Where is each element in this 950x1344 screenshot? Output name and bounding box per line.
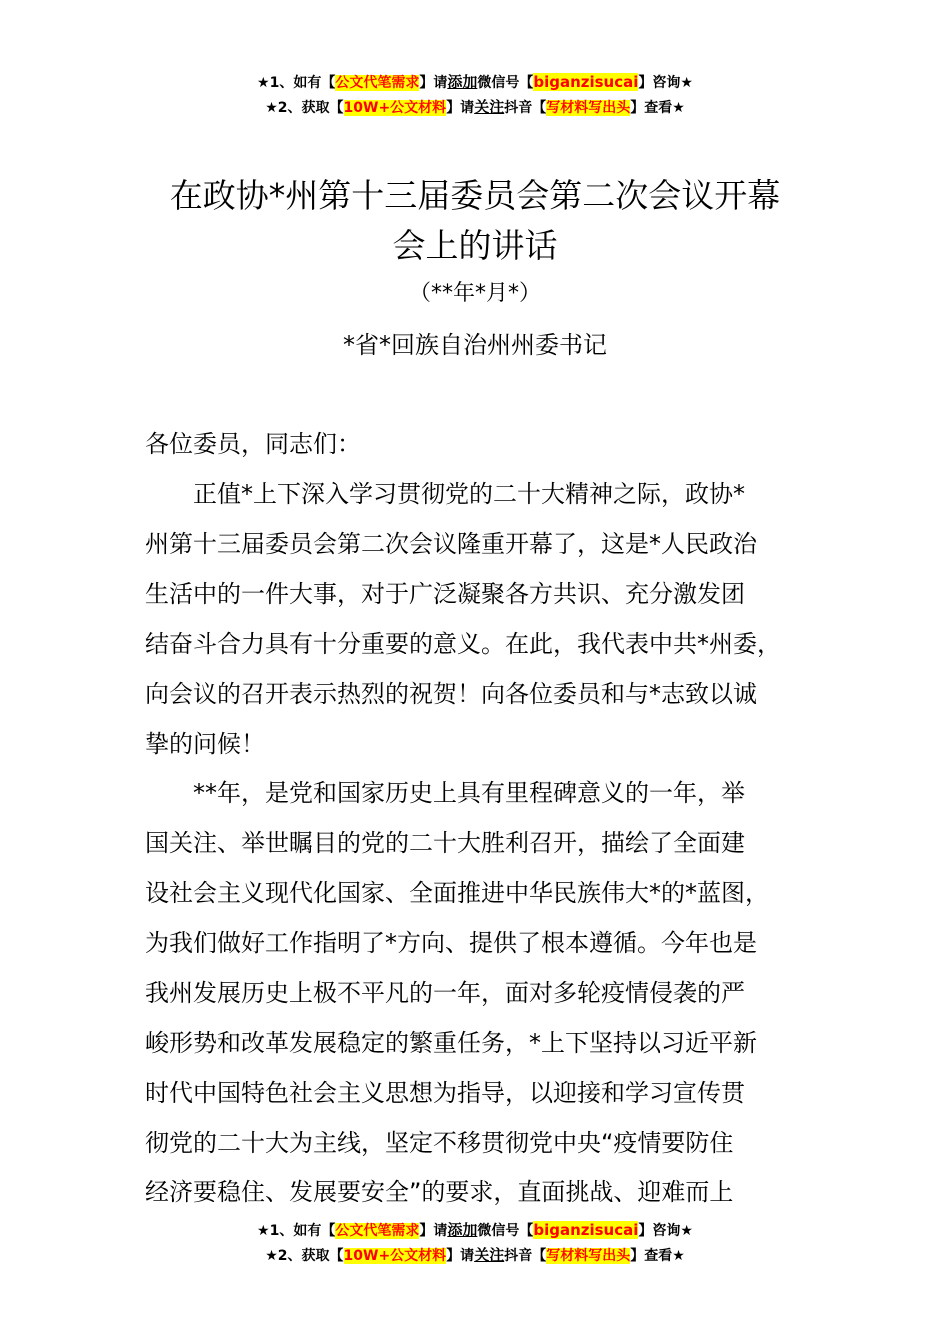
banner-text: ★1、如有【 bbox=[257, 1223, 336, 1239]
body-line: 国关注、举世瞩目的党的二十大胜利召开，描绘了全面建 bbox=[145, 829, 745, 857]
banner-emphasis: 关注 bbox=[474, 1246, 505, 1264]
banner-text: 】咨询★ bbox=[638, 75, 693, 91]
banner-line-2 bbox=[0, 1243, 950, 1268]
footer-banner bbox=[0, 1218, 950, 1268]
salutation: 各位委员，同志们： bbox=[145, 430, 361, 458]
body-line: 向会议的召开表示热烈的祝贺！向各位委员和与*志致以诚 bbox=[145, 680, 757, 708]
banner-highlight: 公文代笔需求 bbox=[335, 75, 420, 91]
banner-highlight: 公文代笔需求 bbox=[335, 1223, 420, 1239]
banner-text: 】请 bbox=[446, 1248, 475, 1264]
body-line: 生活中的一件大事，对于广泛凝聚各方共识、充分激发团 bbox=[145, 580, 745, 608]
document-title-line-2: 会上的讲话 bbox=[392, 226, 558, 265]
body-line: 我州发展历史上极不平凡的一年，面对多轮疫情侵袭的严 bbox=[145, 979, 745, 1007]
document-title-line-1: 在政协*州第十三届委员会第二次会议开幕 bbox=[169, 176, 781, 215]
banner-emphasis: 添加 bbox=[447, 73, 478, 91]
banner-highlight: 写材料写出头 bbox=[546, 1248, 631, 1264]
banner-text: 】请 bbox=[446, 100, 475, 116]
body-line: 州第十三届委员会第二次会议隆重开幕了，这是*人民政治 bbox=[145, 530, 757, 558]
body-line: **年，是党和国家历史上具有里程碑意义的一年，举 bbox=[145, 779, 745, 807]
body-line: 结奋斗合力具有十分重要的意义。在此，我代表中共*州委， bbox=[145, 630, 781, 658]
banner-text: ★2、获取【 bbox=[265, 100, 344, 116]
banner-emphasis: 添加 bbox=[447, 1221, 478, 1239]
banner-text: 】查看★ bbox=[630, 100, 685, 116]
banner-highlight: biganzisucai bbox=[533, 1221, 639, 1239]
body-line: 峻形势和改革发展稳定的繁重任务，*上下坚持以习近平新 bbox=[145, 1029, 757, 1057]
header-banner bbox=[0, 70, 950, 120]
banner-text: 抖音【 bbox=[504, 100, 547, 116]
banner-text: 】请 bbox=[419, 75, 448, 91]
body-line: 设社会主义现代化国家、全面推进中华民族伟大*的*蓝图， bbox=[145, 879, 769, 907]
banner-highlight: 写材料写出头 bbox=[546, 100, 631, 116]
banner-highlight: biganzisucai bbox=[533, 73, 639, 91]
document-author: *省*回族自治州州委书记 bbox=[343, 331, 607, 359]
banner-text: 】查看★ bbox=[630, 1248, 685, 1264]
banner-line-1 bbox=[0, 1218, 950, 1243]
body-line: 为我们做好工作指明了*方向、提供了根本遵循。今年也是 bbox=[145, 929, 757, 957]
banner-text: 】请 bbox=[419, 1223, 448, 1239]
banner-line-2 bbox=[0, 95, 950, 120]
banner-highlight: 10W+公文材料 bbox=[343, 1248, 447, 1264]
banner-text: 微信号【 bbox=[477, 75, 534, 91]
banner-text: ★1、如有【 bbox=[257, 75, 336, 91]
banner-line-1 bbox=[0, 70, 950, 95]
banner-text: ★2、获取【 bbox=[265, 1248, 344, 1264]
document-date: （**年*月*） bbox=[408, 281, 541, 306]
banner-text: 微信号【 bbox=[477, 1223, 534, 1239]
body-line: 挚的问候！ bbox=[145, 730, 265, 758]
banner-text: 】咨询★ bbox=[638, 1223, 693, 1239]
banner-highlight: 10W+公文材料 bbox=[343, 100, 447, 116]
body-line: 时代中国特色社会主义思想为指导，以迎接和学习宣传贯 bbox=[145, 1079, 745, 1107]
banner-text: 抖音【 bbox=[504, 1248, 547, 1264]
body-line: 经济要稳住、发展要安全”的要求，直面挑战、迎难而上 bbox=[145, 1178, 734, 1206]
body-line: 正值*上下深入学习贯彻党的二十大精神之际，政协* bbox=[145, 480, 745, 508]
banner-emphasis: 关注 bbox=[474, 98, 505, 116]
body-line: 彻党的二十大为主线，坚定不移贯彻党中央“疫情要防住 bbox=[145, 1129, 734, 1157]
